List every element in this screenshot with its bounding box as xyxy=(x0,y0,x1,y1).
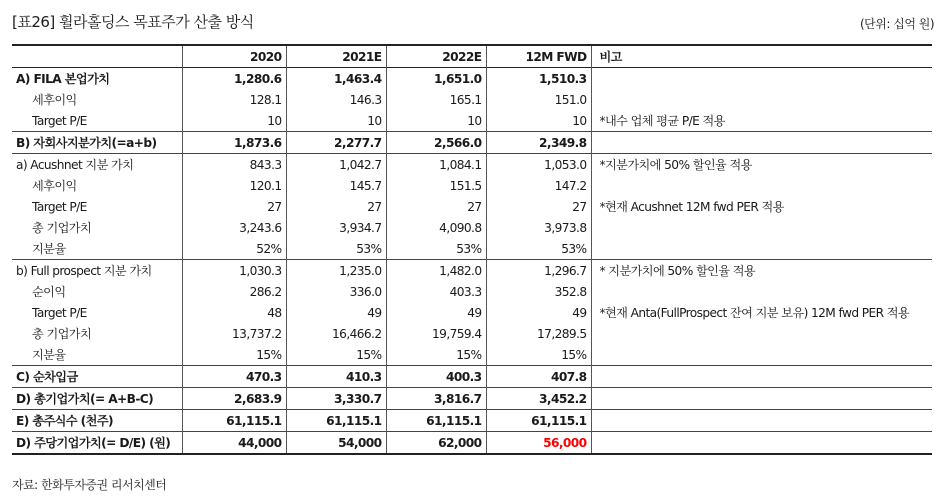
value-2020: 470.3 xyxy=(182,366,286,388)
table-row xyxy=(12,344,932,366)
row-label: 지분율 xyxy=(12,238,182,260)
value-2022e: 400.3 xyxy=(386,366,486,388)
value-12m-fwd: 53% xyxy=(486,238,591,260)
row-label: Target P/E xyxy=(12,302,182,323)
value-2020: 44,000 xyxy=(182,432,286,455)
value-2020: 61,115.1 xyxy=(182,410,286,432)
row-label: 세후이익 xyxy=(12,89,182,110)
value-12m-fwd: 2,349.8 xyxy=(486,132,591,154)
value-2020: 1,280.6 xyxy=(182,68,286,90)
header-2021e: 2021E xyxy=(286,45,386,68)
value-2022e: 62,000 xyxy=(386,432,486,455)
row-label: 총 기업가치 xyxy=(12,323,182,344)
value-2021e: 3,330.7 xyxy=(286,388,386,410)
header-note: 비고 xyxy=(599,50,622,64)
value-12m-fwd: 151.0 xyxy=(486,89,591,110)
value-2020: 1,873.6 xyxy=(182,132,286,154)
value-2020: 1,030.3 xyxy=(182,260,286,282)
value-2021e: 410.3 xyxy=(286,366,386,388)
row-label: 총 기업가치 xyxy=(12,217,182,238)
row-note xyxy=(591,89,932,110)
valuation-table xyxy=(12,44,932,455)
table-row xyxy=(12,68,932,90)
header-2020: 2020 xyxy=(182,45,286,68)
source-note: 자료: 한화투자증권 리서치센터 xyxy=(12,478,167,492)
value-12m-fwd: 147.2 xyxy=(486,175,591,196)
table-row xyxy=(12,110,932,132)
value-2021e: 54,000 xyxy=(286,432,386,455)
table-title: [표26] 휠라홀딩스 목표주가 산출 방식 xyxy=(12,13,254,31)
value-12m-fwd: 17,289.5 xyxy=(486,323,591,344)
value-2022e: 1,651.0 xyxy=(386,68,486,90)
value-2021e: 16,466.2 xyxy=(286,323,386,344)
row-label: 지분율 xyxy=(12,344,182,366)
value-2021e: 27 xyxy=(286,196,386,217)
value-2021e: 2,277.7 xyxy=(286,132,386,154)
value-12m-fwd: 56,000 xyxy=(486,432,591,455)
value-12m-fwd: 1,510.3 xyxy=(486,68,591,90)
row-label: Target P/E xyxy=(12,110,182,132)
value-2021e: 145.7 xyxy=(286,175,386,196)
value-2022e: 1,482.0 xyxy=(386,260,486,282)
value-12m-fwd: 3,973.8 xyxy=(486,217,591,238)
row-note xyxy=(591,410,932,432)
value-2022e: 151.5 xyxy=(386,175,486,196)
table-row xyxy=(12,238,932,260)
table-row xyxy=(12,302,932,323)
value-2020: 286.2 xyxy=(182,281,286,302)
row-label: a) Acushnet 지분 가치 xyxy=(12,154,182,176)
value-2022e: 403.3 xyxy=(386,281,486,302)
value-12m-fwd: 61,115.1 xyxy=(486,410,591,432)
value-2021e: 1,042.7 xyxy=(286,154,386,176)
value-2020: 120.1 xyxy=(182,175,286,196)
value-2020: 15% xyxy=(182,344,286,366)
value-2020: 2,683.9 xyxy=(182,388,286,410)
value-2021e: 49 xyxy=(286,302,386,323)
row-label: E) 총주식수 (천주) xyxy=(12,410,182,432)
row-note: *내수 업체 평균 P/E 적용 xyxy=(599,114,725,128)
value-12m-fwd: 1,296.7 xyxy=(486,260,591,282)
value-2022e: 19,759.4 xyxy=(386,323,486,344)
row-note xyxy=(591,281,932,302)
value-2020: 27 xyxy=(182,196,286,217)
value-12m-fwd: 27 xyxy=(486,196,591,217)
value-2022e: 49 xyxy=(386,302,486,323)
row-note: *지분가치에 50% 할인율 적용 xyxy=(599,158,752,172)
value-2022e: 10 xyxy=(386,110,486,132)
value-2021e: 1,235.0 xyxy=(286,260,386,282)
value-2021e: 336.0 xyxy=(286,281,386,302)
table-row xyxy=(12,432,932,455)
value-12m-fwd: 3,452.2 xyxy=(486,388,591,410)
row-note xyxy=(591,175,932,196)
table-row xyxy=(12,154,932,176)
header-label xyxy=(12,45,182,68)
value-2022e: 27 xyxy=(386,196,486,217)
value-2022e: 61,115.1 xyxy=(386,410,486,432)
value-2022e: 3,816.7 xyxy=(386,388,486,410)
table-row xyxy=(12,217,932,238)
table-row xyxy=(12,410,932,432)
table-row xyxy=(12,132,932,154)
row-label: D) 총기업가치(= A+B-C) xyxy=(12,388,182,410)
value-12m-fwd: 352.8 xyxy=(486,281,591,302)
row-note xyxy=(591,432,932,455)
value-12m-fwd: 1,053.0 xyxy=(486,154,591,176)
value-2021e: 3,934.7 xyxy=(286,217,386,238)
header-row xyxy=(12,45,932,68)
value-2022e: 4,090.8 xyxy=(386,217,486,238)
row-label: 순이익 xyxy=(12,281,182,302)
row-note xyxy=(591,217,932,238)
value-2022e: 15% xyxy=(386,344,486,366)
row-label: Target P/E xyxy=(12,196,182,217)
value-12m-fwd: 10 xyxy=(486,110,591,132)
value-2020: 128.1 xyxy=(182,89,286,110)
unit-label: (단위: 십억 원) xyxy=(860,17,934,31)
value-2021e: 15% xyxy=(286,344,386,366)
header-12m-fwd: 12M FWD xyxy=(486,45,591,68)
value-2020: 3,243.6 xyxy=(182,217,286,238)
value-2022e: 1,084.1 xyxy=(386,154,486,176)
value-2020: 10 xyxy=(182,110,286,132)
row-note: * 지분가치에 50% 할인율 적용 xyxy=(599,264,756,278)
value-2022e: 53% xyxy=(386,238,486,260)
row-note xyxy=(591,68,932,90)
table-row xyxy=(12,260,932,282)
row-note xyxy=(591,132,932,154)
row-note: *현재 Anta(FullProspect 잔여 지분 보유) 12M fwd PER 적용 xyxy=(599,306,910,320)
table-row xyxy=(12,366,932,388)
table-row xyxy=(12,281,932,302)
value-2022e: 165.1 xyxy=(386,89,486,110)
row-label: 세후이익 xyxy=(12,175,182,196)
value-2021e: 1,463.4 xyxy=(286,68,386,90)
table-body xyxy=(12,68,932,455)
value-2021e: 10 xyxy=(286,110,386,132)
row-note: *현재 Acushnet 12M fwd PER 적용 xyxy=(599,200,784,214)
value-2020: 13,737.2 xyxy=(182,323,286,344)
row-note xyxy=(591,323,932,344)
value-12m-fwd: 15% xyxy=(486,344,591,366)
table-row xyxy=(12,89,932,110)
row-note xyxy=(591,366,932,388)
row-label: b) Full prospect 지분 가치 xyxy=(12,260,182,282)
value-2022e: 2,566.0 xyxy=(386,132,486,154)
table-row xyxy=(12,175,932,196)
row-note xyxy=(591,344,932,366)
header-2022e: 2022E xyxy=(386,45,486,68)
row-label: C) 순차입금 xyxy=(12,366,182,388)
row-label: D) 주당기업가치(= D/E) (원) xyxy=(12,432,182,455)
value-2020: 52% xyxy=(182,238,286,260)
table-row xyxy=(12,388,932,410)
table-row xyxy=(12,323,932,344)
value-2020: 48 xyxy=(182,302,286,323)
value-2020: 843.3 xyxy=(182,154,286,176)
row-label: A) FILA 본업가치 xyxy=(12,68,182,90)
value-2021e: 61,115.1 xyxy=(286,410,386,432)
value-12m-fwd: 49 xyxy=(486,302,591,323)
row-label: B) 자회사지분가치(=a+b) xyxy=(12,132,182,154)
value-2021e: 146.3 xyxy=(286,89,386,110)
table-row xyxy=(12,196,932,217)
value-2021e: 53% xyxy=(286,238,386,260)
row-note xyxy=(591,388,932,410)
value-12m-fwd: 407.8 xyxy=(486,366,591,388)
row-note xyxy=(591,238,932,260)
